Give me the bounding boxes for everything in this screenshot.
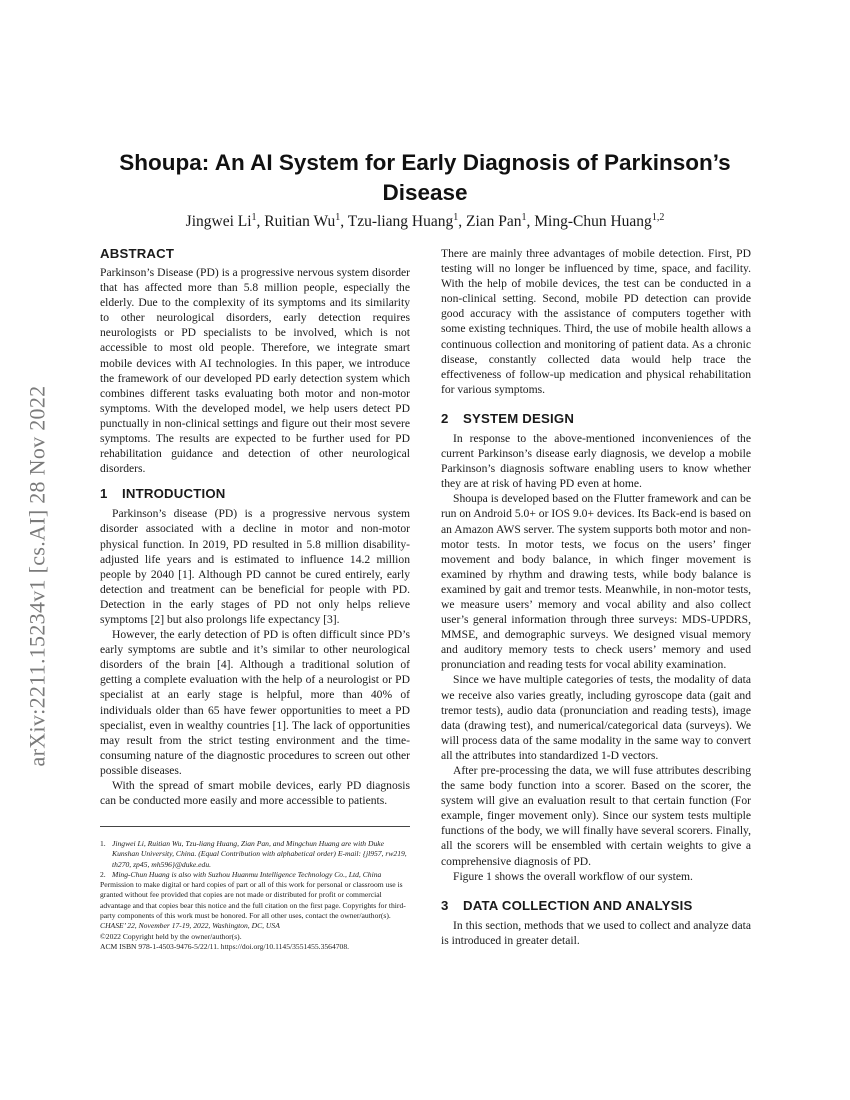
paragraph: Since we have multiple categories of tests, the modality of data we receive also varies greatly, including gyroscope data (gait and tremor tests), audio data (pronunciation and reading tests), image data (drawing test), and numerical/categorical data (surveys). We will process data of the same modality in the same way to convert all the attributes into standardized 1-D vectors. — [441, 673, 751, 762]
footnotes — [100, 826, 410, 952]
author-list: Jingwei Li$^1$, Ruitian Wu$^1$, Tzu-liang Huang$^1$, Zian Pan$^1$, Ming-Chun Huang$^{1,2}$ — [185, 212, 665, 230]
left-column — [100, 246, 410, 808]
section-heading-data-collection: 3 DATA COLLECTION AND ANALYSIS — [441, 897, 693, 913]
author: Ruitian Wu$^1$ — [264, 212, 341, 230]
copyright-notice: ©2022 Copyright held by the owner/author(s). — [100, 931, 242, 941]
section-heading-system-design: 2 SYSTEM DESIGN — [441, 410, 575, 426]
paragraph: Figure 1 shows the overall workflow of our system. — [453, 869, 693, 883]
footnote: 2. Ming-Chun Huang is also with Suzhou Huanmu Intelligence Technology Co., Ltd, China — [100, 869, 382, 879]
paragraph: In this section, methods that we used to collect and analyze data is introduced in greater detail. — [441, 918, 751, 947]
paragraph: Parkinson’s disease (PD) is a progressive nervous system disorder associated with a decline in motor and non-motor physical function. In 2019, PD resulted in 5.8 million disability-adjusted life years and is estimated to influence 14.2 million people by 2040 [1]. Although PD cannot be cured entirely, early detection and treatment can be beneficial for people with PD. Detection in the early stages of PD not only helps relieve symptoms [2] but also prolongs life expectancy [3]. — [100, 507, 410, 626]
paragraph: With the spread of smart mobile devices, early PD diagnosis can be conducted more easily and more accessible to patients. — [100, 779, 410, 808]
permission-notice: Permission to make digital or hard copies of part or all of this work for personal or classroom use is granted without fee provided that copies are not made or distributed for profit or commercial advantage and that copies bear this notice and the full citation on the first page. Copyrights for third-party components of this work must be honored. For all other uses, contact the owner/author(s). — [100, 880, 406, 921]
author: Zian Pan$^1$ — [465, 212, 527, 230]
conference-info: CHASE’ 22, November 17-19, 2022, Washington, DC, USA — [100, 921, 280, 931]
abstract-text: Parkinson’s Disease (PD) is a progressive nervous system disorder that has affected more than 5.8 million people, especially the elderly. Due to the complexity of its symptoms and its similarity to other neurological disorders, early detection requires neurologists or PD specialists to be involved, which is not accessible to most old people. Therefore, we integrate smart mobile devices with AI technologies. In this paper, we introduce the framework of our developed PD early detection system which combines different tasks evaluating both motor and non-motor symptoms. With the developed model, we help users detect PD punctually in non-clinical settings and figure out their most severe symptoms. The results are expected to be further used for PD rehabilitation guidance and detection of other neurological disorders. — [100, 266, 410, 476]
arxiv-id: arXiv:2211.15234v1 [cs.AI] 28 Nov 2022 — [24, 385, 49, 767]
paragraph: Shoupa is developed based on the Flutter framework and can be run on Android 5.0+ or IOS 9.0+ devices. Its Back-end is based on an Amazon AWS server. The system supports both motor and non-motor tests. In motor tests, we focus on the users’ finger movement and body balance, in which finger movement is examined by rhythm and drawing tests, while body balance is examined by gait and tremor tests. Meanwhile, in non-motor tests, we measure users’ memory and vocal ability and also collect user’s general information through three surveys: MDS-UPDRS, MMSE, and demographic surveys. We designed visual memory and auditory memory tests to check users’ memory and used pronunciation and reading tests for vocal ability examination. — [441, 492, 751, 672]
paragraph: There are mainly three advantages of mobile detection. First, PD testing will no longer be influenced by time, space, and facility. With the help of mobile devices, the test can be conducted in a non-clinical setting. Second, mobile PD detection can provide good accuracy with the assistance of computers together with some existing techniques. Third, the use of mobile health allows a continuous collection and monitoring of patient data. As a chronic disease, constantly collected data would help trace the effectiveness of follow-up medication and physical rehabilitation for various symptoms. — [441, 247, 751, 396]
paragraph: In response to the above-mentioned inconveniences of the current Parkinson’s disease early diagnosis, we develop a mobile Parkinson’s diagnosis software enabling users to know whether they are at risk of having PD even at home. — [441, 431, 751, 491]
abstract-heading: ABSTRACT — [100, 246, 175, 261]
paragraph: However, the early detection of PD is often difficult since PD’s early symptoms are subtle and it’s similar to other neurological disorders of the brain [4]. Although a traditional solution of getting a complete evaluation with the help of a neurologist or PD specialist at an early stage is helpful, more than 40% of individuals older than 65 have fewer opportunities to meet a PD specialist, even in wealthy countries [1]. The lack of opportunities may result from the strict testing environment and the time-consuming nature of the diagnostic procedures to screen out other possible diseases. — [100, 628, 410, 777]
right-column — [441, 246, 751, 948]
paragraph: After pre-processing the data, we will fuse attributes describing the same body function into a scorer. Based on the scorer, the system will give an evaluation result to that certain function (For example, finger movement only). Since our system tests multiple functions of the body, we will finally have several scorers. Finally, all the scorers will be ensembled with certain weights to give a comprehensive diagnosis of PD. — [441, 764, 751, 868]
author: Jingwei Li$^1$ — [185, 212, 257, 230]
author: Ming-Chun Huang$^{1,2}$ — [534, 212, 665, 230]
arxiv-stamp — [24, 296, 50, 856]
paper-title: Shoupa: An AI System for Early Diagnosis of Parkinson’s Disease — [119, 150, 731, 205]
section-heading-introduction: 1 INTRODUCTION — [100, 486, 226, 502]
author: Tzu-liang Huang$^1$ — [347, 212, 459, 230]
isbn-doi: ACM ISBN 978-1-4503-9476-5/22/11. https://doi.org/10.1145/3551455.3564708. — [100, 941, 350, 951]
footnote: 1. Jingwei Li, Ruitian Wu, Tzu-liang Huang, Zian Pan, and Mingchun Huang are with Duke Kunshan University, China. (Equal Contribution with alphabetical order) E-mail: {jl957, rw219, th270, zp45, mh596}@duke.edu. — [100, 839, 407, 869]
